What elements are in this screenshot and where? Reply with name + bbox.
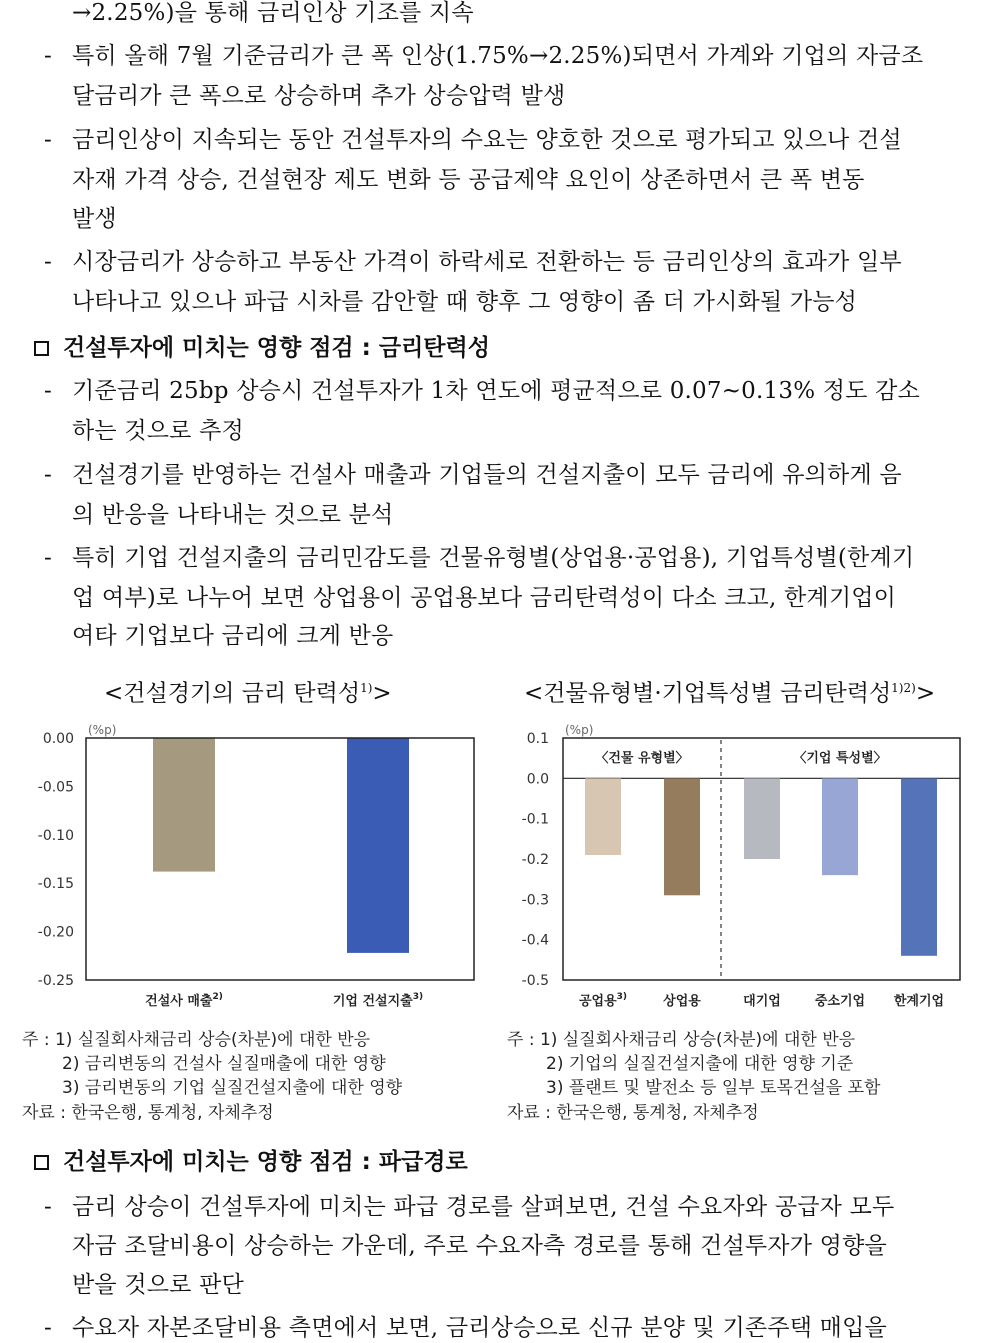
bar (664, 778, 700, 895)
y-tick-label: -0.25 (37, 973, 74, 989)
chart-left (0, 710, 500, 1020)
group-label: 〈건물 유형별〉 (595, 751, 689, 766)
bar (744, 778, 780, 859)
source-line: 자료 : 한국은행, 통계청, 자체추정 (507, 1103, 759, 1123)
y-tick-label: -0.05 (37, 779, 74, 796)
chart-right (500, 710, 980, 1020)
y-tick-label: -0.5 (521, 973, 549, 989)
note-line: 주 : 1) 실질회사채금리 상승(차분)에 대한 반응 (507, 1030, 856, 1050)
bar (822, 778, 858, 875)
note-line: 3) 금리변동의 기업 실질건설지출에 대한 영향 (62, 1078, 403, 1098)
bar (153, 738, 215, 872)
y-tick-label: 0.1 (526, 731, 549, 747)
source-line: 자료 : 한국은행, 통계청, 자체추정 (22, 1103, 274, 1123)
bar (585, 778, 621, 855)
y-tick-label: -0.2 (521, 852, 549, 868)
plot-frame (86, 738, 474, 980)
chart-title-left: <건설경기의 금리 탄력성$^{1)}$> (104, 680, 392, 707)
y-tick-label: -0.1 (521, 811, 549, 828)
x-tick-label: 대기업 (743, 994, 781, 1009)
checkbox-square-icon (34, 341, 49, 356)
bar (901, 778, 937, 955)
x-tick-label: 건설사 매출$^{2)}$ (145, 992, 223, 1009)
y-axis-unit: (%p) (565, 723, 594, 737)
y-tick-label: -0.3 (521, 892, 549, 909)
section-heading: 건설투자에 미치는 영향 점검 : 파급경로 (34, 1147, 468, 1177)
y-tick-label: -0.10 (37, 827, 74, 844)
chart-title-right: <건물유형별·기업특성별 금리탄력성$^{1)2)}$> (524, 680, 936, 707)
x-tick-label: 상업용 (663, 994, 701, 1009)
x-tick-label: 공업용$^{3)}$ (578, 992, 628, 1009)
bar (347, 738, 409, 953)
x-tick-label: 중소기업 (814, 994, 866, 1009)
y-tick-label: -0.4 (521, 932, 549, 949)
y-tick-label: -0.20 (37, 924, 74, 941)
section-heading: 건설투자에 미치는 영향 점검 : 금리탄력성 (34, 333, 490, 363)
group-label: 〈기업 특성별〉 (793, 751, 887, 766)
checkbox-square-icon (34, 1155, 49, 1170)
note-line: 3) 플랜트 및 발전소 등 일부 토목건설을 포함 (546, 1078, 881, 1098)
x-tick-label: 기업 건설지출$^{3)}$ (332, 992, 424, 1009)
x-tick-label: 한계기업 (893, 994, 945, 1009)
y-tick-label: 0.00 (42, 731, 74, 747)
note-line: 2) 기업의 실질건설지출에 대한 영향 기준 (546, 1054, 854, 1074)
note-line: 2) 금리변동의 건설사 실질매출에 대한 영향 (62, 1054, 386, 1074)
y-axis-unit: (%p) (88, 723, 117, 737)
note-line: 주 : 1) 실질회사채금리 상승(차분)에 대한 반응 (22, 1030, 371, 1050)
y-tick-label: -0.15 (37, 876, 74, 893)
y-tick-label: 0.0 (526, 771, 549, 788)
